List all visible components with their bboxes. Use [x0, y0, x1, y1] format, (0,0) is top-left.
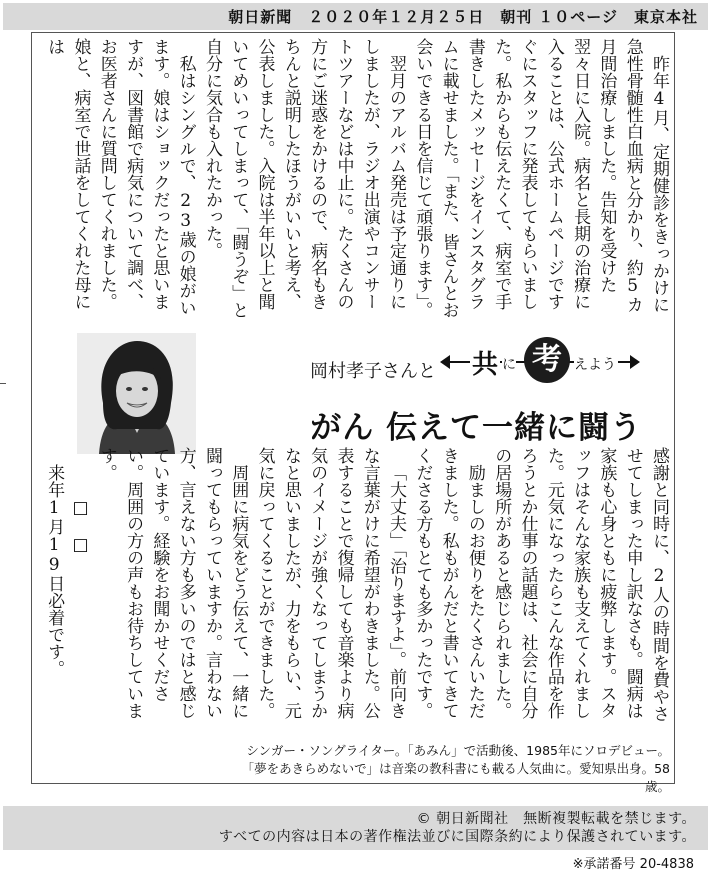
- caption-line: シンガー・ソングライター。「あみん」で活動後、1985年にソロデビュー。: [246, 743, 670, 758]
- edition: 朝刊: [500, 8, 533, 26]
- newspaper-header: [3, 3, 708, 30]
- portrait-image: [77, 333, 196, 454]
- paper-name: 朝日新聞: [228, 8, 293, 26]
- interviewee-name: 岡村孝子さんと: [310, 361, 436, 382]
- paragraph: 周囲に病気をどう伝えて、一緒に闘ってもらっていますか。言わない方、言えない方も多いのではと感じています。経験をお聞かせください。周囲の方の声もお待ちしています。: [96, 447, 249, 719]
- copyright-footer: [3, 806, 708, 850]
- headline: がん 伝えて一緒に闘う: [310, 410, 642, 446]
- separator-boxes: □ □: [70, 498, 91, 555]
- fold-mark: [0, 383, 6, 384]
- paragraph: 翌月のアルバム発売は予定通りにしましたが、ラジオ出演やコンサートツアーなどは中止に。たくさんの方にご迷惑をかけるので、病名もきちんと説明したほうがいいと考え、公表しました。入院は半年以上と聞いてめいってしまって、「闘うぞ」と自分に気合も入れたかった。: [201, 38, 407, 319]
- logo-char-tomo: 共: [470, 344, 500, 381]
- copyright-line: © 朝日新聞社 無断複製転載を禁じます。: [416, 811, 696, 827]
- paragraph: 「大丈夫」「治りますよ」。前向きな言葉がけに希望がわきました。公表することで復帰しても音楽より病気のイメージが強くなってしまうかなと思いましたが、力をもらい、元気に戻ってくることができました。: [254, 447, 407, 719]
- arrow-right-icon: [630, 355, 640, 369]
- logo-char-kanga: 考: [524, 337, 570, 383]
- logo-char-eyou: えよう: [574, 354, 618, 374]
- paragraph: 励ましのお便りをたくさんいただきました。私もがんだと書いてきてくださる方もとても多かったです。: [412, 447, 485, 719]
- logo-char-ni: に: [502, 354, 516, 374]
- permit-number: ※承諾番号 20-4838: [572, 857, 694, 872]
- arrow-left-icon: [440, 355, 450, 369]
- article-top-block: [44, 38, 672, 325]
- series-logo: [440, 334, 640, 386]
- office: 東京本社: [633, 8, 698, 26]
- paragraph: 来年1月19日必着です。: [44, 464, 65, 677]
- profile-caption: [230, 742, 670, 796]
- page-number: １０ページ: [538, 8, 618, 26]
- article-bottom-block: [44, 447, 672, 730]
- caption-line: 「夢をあきらめないで」は音楽の教科書にも載る人気曲に。愛知県出身。58歳。: [241, 761, 670, 794]
- issue-date: ２０２０年１２月２５日: [308, 8, 485, 26]
- portrait-photo: [77, 333, 196, 454]
- paragraph: 昨年4月、定期健診をきっかけに急性骨髄性白血病と分かり、約5カ月間治療しました。告知を受けた翌々日に入院。病名と長期の治療に入ることは、公式ホームページですぐにスタッフに発表してもらいました。私からも伝えたくて、病室で手書きしたメッセージをインスタグラムに載せました。「また、皆さんとお会いできる日を信じて頑張ります」。: [412, 38, 669, 319]
- paragraph: 感謝と同時に、2人の時間を費やさせてしまった申し訳なさも。闘病は家族も心身ともに疲弊します。スタッフはそんな家族も支えてくれました。元気になったらこんな作品を作ろうとか仕事の話題は、社会に自分の居場所があると感じられました。: [491, 447, 669, 722]
- paragraph: 私はシングルで、23歳の娘がいます。娘はショックだったと思いますが、図書館で病気について調べ、お医者さんに質問してくれました。娘と、病室で世話をしてくれた母には: [44, 38, 196, 316]
- copyright-line: すべての内容は日本の著作権法並びに国際条約により保護されています。: [218, 829, 696, 845]
